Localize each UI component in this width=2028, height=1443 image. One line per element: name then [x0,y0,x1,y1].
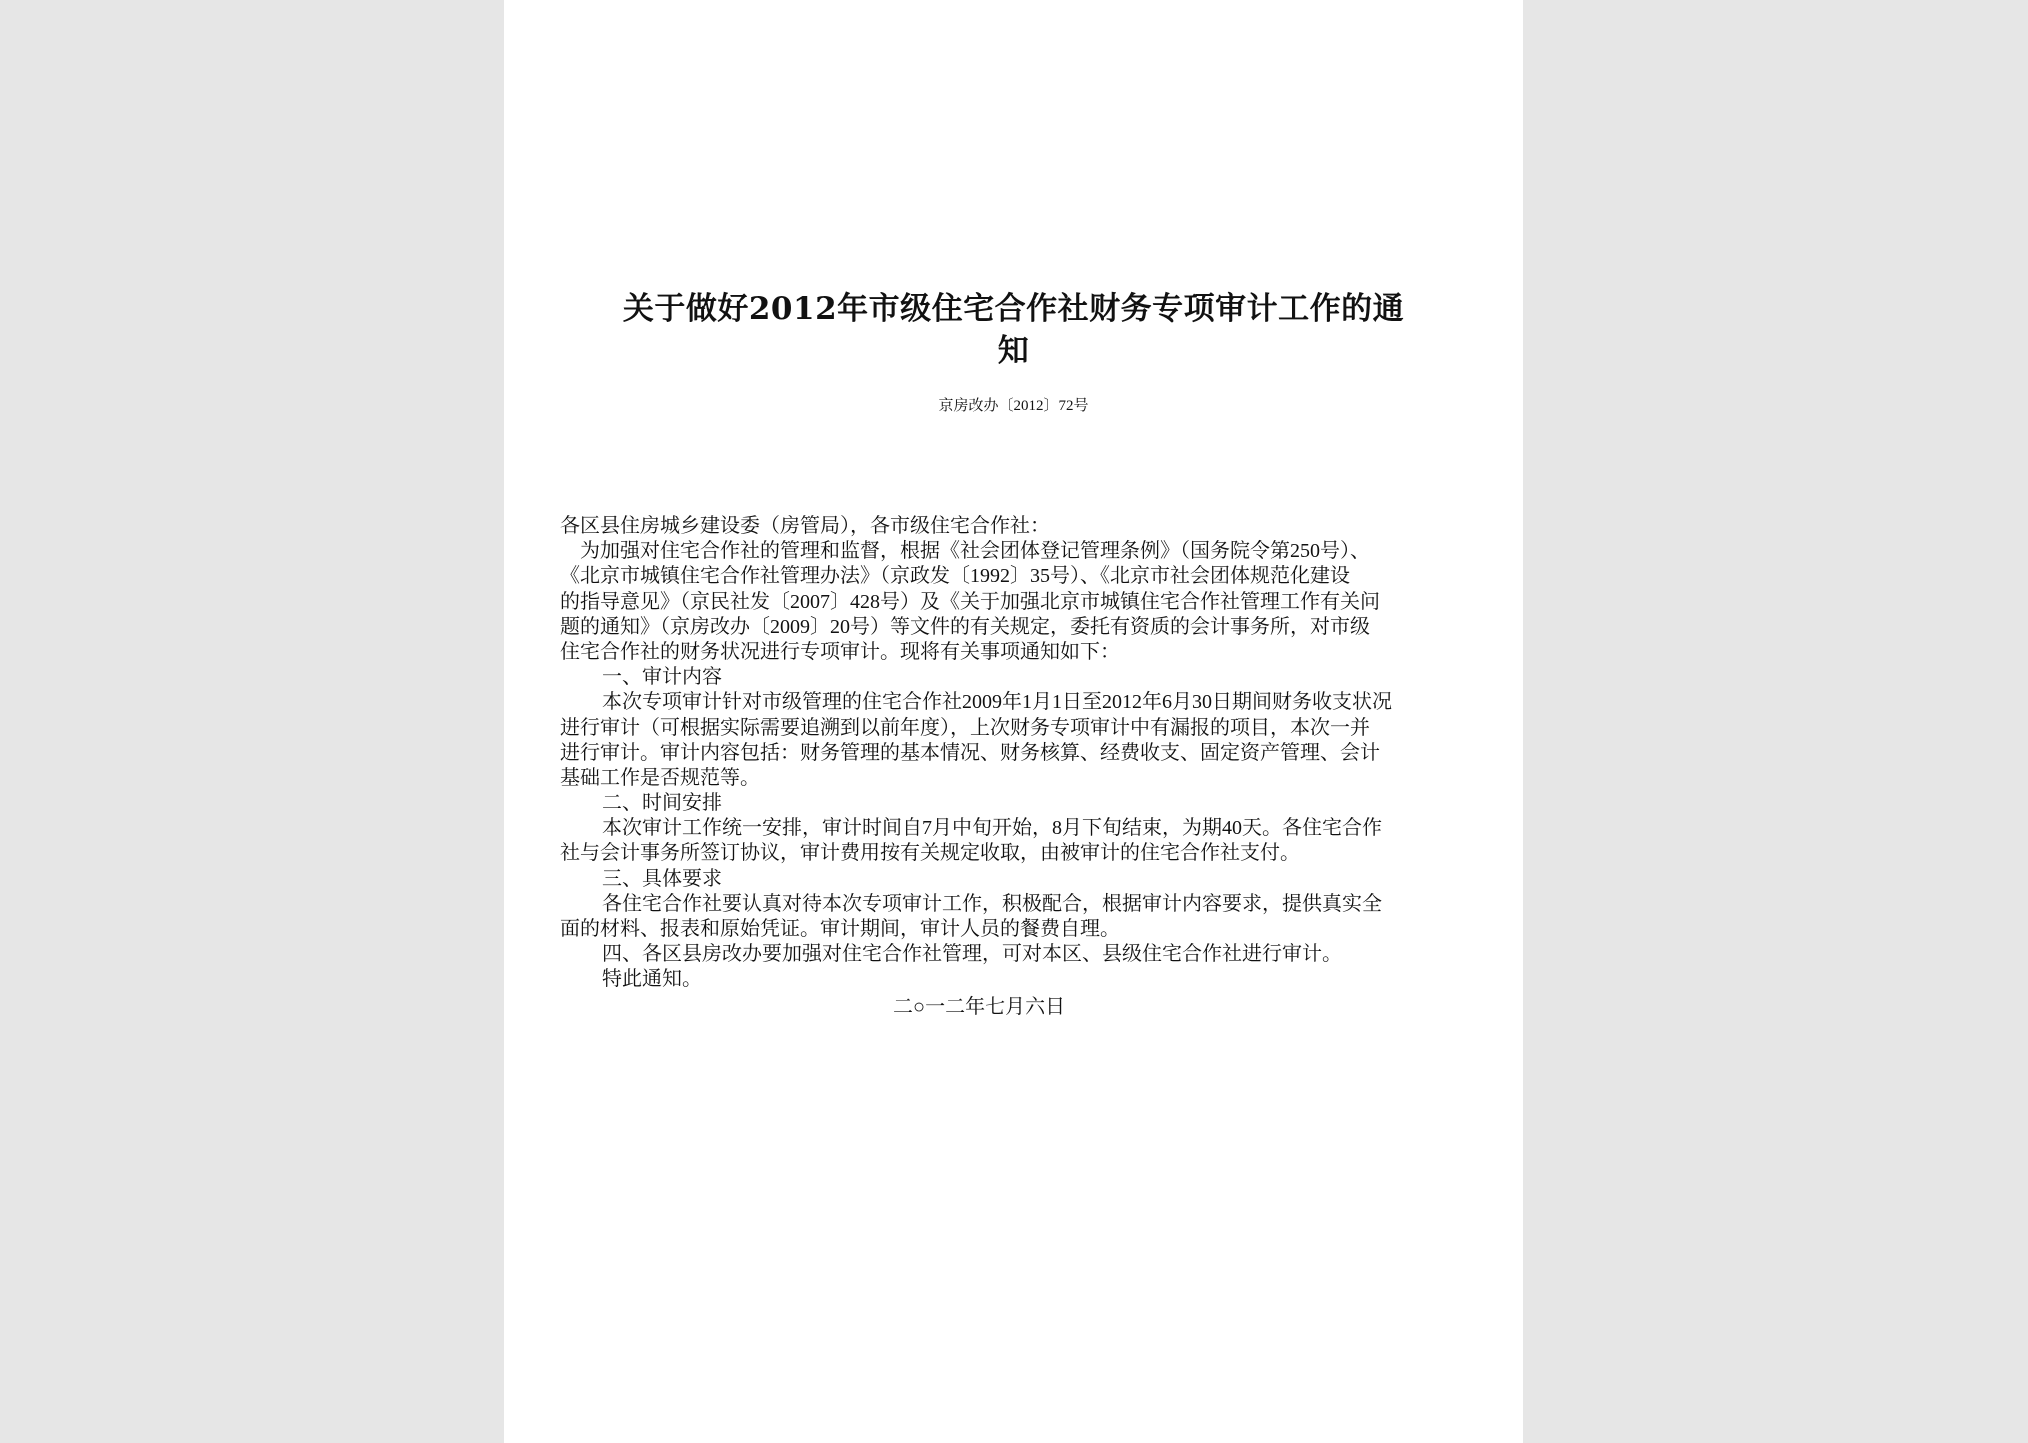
body-line: 进行审计（可根据实际需要追溯到以前年度），上次财务专项审计中有漏报的项目，本次一并 [560,716,1370,739]
body-line: 题的通知》（京房改办〔2009〕20号）等文件的有关规定，委托有资质的会计事务所，对市级 [560,615,1370,638]
document-title [544,288,1483,372]
body-line: 本次审计工作统一安排，审计时间自7月中旬开始，8月下旬结束，为期40天。各住宅合作 [602,817,1382,840]
document-date: 二○一二年七月六日 [893,995,1066,1018]
document-body [560,514,1470,1020]
salutation: 各区县住房城乡建设委（房管局），各市级住宅合作社： [560,515,1050,537]
closing-line: 特此通知。 [602,968,702,991]
body-line: 《北京市城镇住宅合作社管理办法》（京政发〔1992〕35号）、《北京市社会团体规范化建设 [560,565,1350,588]
section-heading-2: 二、时间安排 [602,792,722,815]
document-number: 京房改办〔2012〕72号 [938,398,1089,414]
body-line: 基础工作是否规范等。 [560,766,760,789]
body-line: 为加强对住宅合作社的管理和监督，根据《社会团体登记管理条例》（国务院令第250号）、 [580,540,1370,563]
section-heading-3: 三、具体要求 [602,867,722,890]
title-line-2: 知 [997,333,1030,369]
body-line: 住宅合作社的财务状况进行专项审计。现将有关事项通知如下： [560,640,1120,663]
body-line: 本次专项审计针对市级管理的住宅合作社2009年1月1日至2012年6月30日期间财务收支状况 [602,691,1392,714]
body-line: 社与会计事务所签订协议，审计费用按有关规定收取，由被审计的住宅合作社支付。 [560,842,1300,865]
body-line: 各住宅合作社要认真对待本次专项审计工作，积极配合，根据审计内容要求，提供真实全 [602,892,1382,915]
document-page [504,0,1523,1443]
title-line-1: 关于做好2012年市级住宅合作社财务专项审计工作的通 [622,291,1405,327]
section-heading-1: 一、审计内容 [602,666,722,689]
body-line: 面的材料、报表和原始凭证。审计期间，审计人员的餐费自理。 [560,918,1120,940]
section-heading-4: 四、各区县房改办要加强对住宅合作社管理，可对本区、县级住宅合作社进行审计。 [602,943,1342,966]
body-line: 的指导意见》（京民社发〔2007〕428号）及《关于加强北京市城镇住宅合作社管理工作有关问 [560,590,1380,613]
body-line: 进行审计。审计内容包括：财务管理的基本情况、财务核算、经费收支、固定资产管理、会计 [560,741,1380,764]
